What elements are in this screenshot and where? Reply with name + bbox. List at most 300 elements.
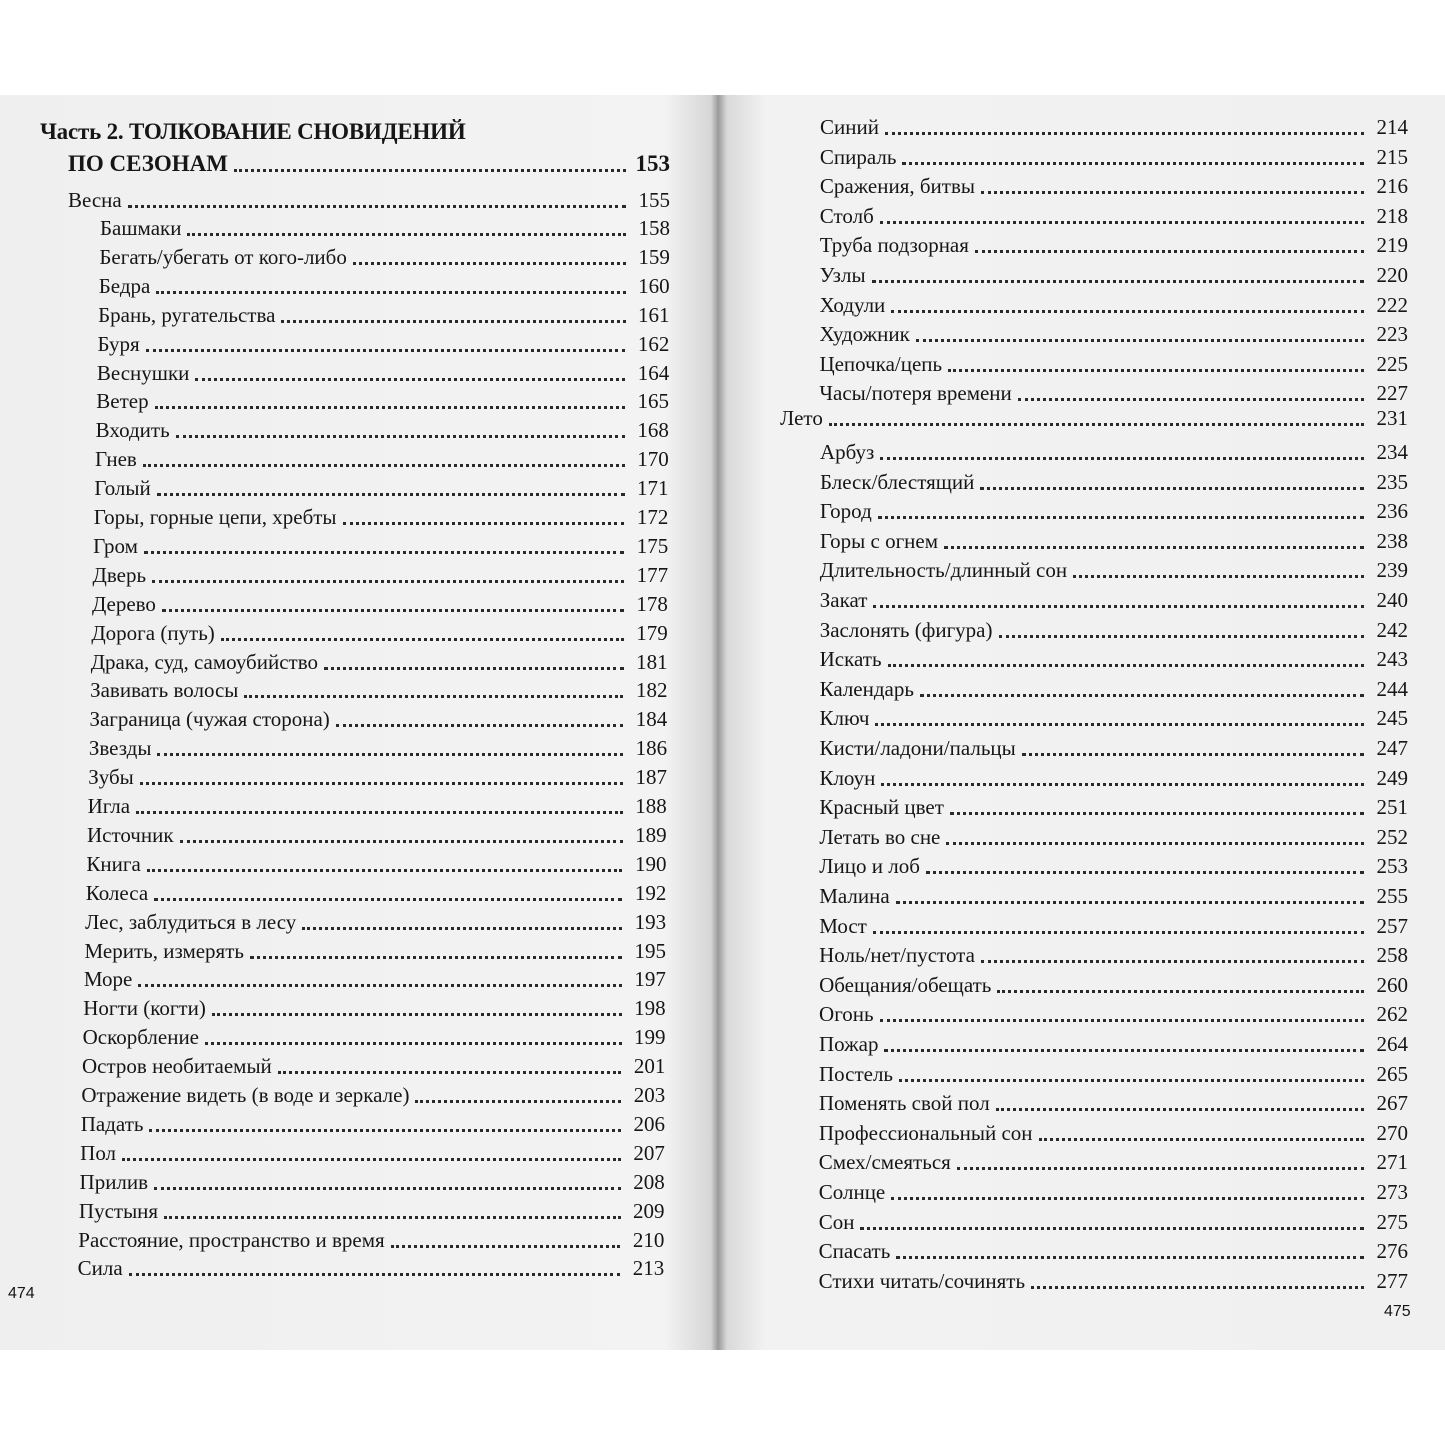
- dot-leader: [881, 783, 1364, 786]
- dot-leader: [891, 1197, 1364, 1200]
- toc-page-number: 265: [1376, 1061, 1408, 1086]
- dot-leader: [336, 724, 623, 727]
- toc-row: [820, 140, 1408, 170]
- dot-leader: [164, 1216, 620, 1219]
- toc-label: Лицо и лоб: [819, 854, 920, 879]
- toc-row: [90, 673, 667, 703]
- toc-row: [96, 413, 669, 443]
- dot-leader: [155, 406, 625, 409]
- toc-label: Игла: [87, 794, 131, 818]
- toc-page-number: 161: [638, 302, 670, 327]
- toc-row: [819, 1175, 1408, 1205]
- toc-page-number: 162: [637, 331, 670, 356]
- dot-leader: [147, 869, 623, 872]
- toc-label: Голый: [94, 476, 151, 501]
- dot-leader: [149, 1129, 621, 1132]
- toc-row: [820, 199, 1408, 229]
- dot-leader: [957, 1167, 1364, 1170]
- dot-leader: [980, 487, 1364, 490]
- toc-label: Поменять свой пол: [818, 1091, 990, 1116]
- toc-page-number: 245: [1376, 706, 1408, 731]
- toc-label: Брань, ругательства: [98, 302, 276, 327]
- toc-page-number: 172: [636, 505, 669, 529]
- dot-leader: [129, 1273, 621, 1276]
- toc-page-number: 158: [638, 216, 670, 240]
- toc-label: Огонь: [819, 1002, 874, 1027]
- toc-row: [819, 790, 1408, 820]
- dot-leader: [885, 132, 1364, 135]
- dot-leader: [143, 464, 625, 467]
- toc-page-number: 231: [1376, 406, 1408, 430]
- toc-page-number: 179: [636, 620, 668, 645]
- dot-leader: [920, 694, 1364, 697]
- toc-row: [92, 587, 668, 617]
- toc-label: Художник: [819, 322, 910, 347]
- toc-row: [86, 847, 666, 877]
- dot-leader: [1022, 753, 1364, 756]
- toc-label: Узлы: [819, 263, 866, 287]
- toc-label: Блеск/блестящий: [819, 469, 975, 494]
- toc-row: [820, 465, 1408, 495]
- toc-page-number: 181: [636, 649, 668, 674]
- dot-leader: [156, 291, 625, 294]
- toc-page-number: 210: [632, 1227, 665, 1252]
- toc-row: [819, 849, 1408, 879]
- toc-label: Бедра: [98, 273, 151, 298]
- toc-label: Малина: [819, 884, 890, 908]
- toc-page-number: 207: [633, 1140, 665, 1165]
- toc-label: Бегать/убегать от кого-либо: [99, 244, 347, 269]
- toc-row: [85, 934, 667, 964]
- toc-page-number: 255: [1376, 884, 1408, 908]
- dot-leader: [872, 280, 1364, 283]
- dot-leader: [144, 551, 624, 554]
- toc-page-number: 262: [1376, 1002, 1408, 1027]
- toc-page-number: 277: [1376, 1268, 1408, 1293]
- dot-leader: [896, 1256, 1364, 1259]
- toc-row: [94, 500, 669, 530]
- toc-page-number: 192: [634, 880, 667, 905]
- dot-leader: [157, 493, 625, 496]
- toc-label: Сражения, битвы: [819, 174, 976, 199]
- toc-label: Мерить, измерять: [84, 938, 244, 963]
- dot-leader: [281, 320, 625, 323]
- toc-page-number: 222: [1376, 292, 1408, 317]
- toc-label: Башмаки: [100, 216, 182, 240]
- toc-page-number: 249: [1376, 765, 1408, 790]
- dot-leader: [829, 423, 1364, 426]
- toc-label: Драка, суд, самоубийство: [90, 649, 318, 674]
- toc-label: Закат: [819, 588, 868, 612]
- toc-page-number: 203: [633, 1083, 666, 1107]
- toc-row: [80, 1136, 665, 1166]
- dot-leader: [187, 233, 626, 236]
- toc-row: [819, 1145, 1408, 1175]
- dot-leader: [122, 1158, 621, 1161]
- toc-label: Ветер: [96, 389, 149, 414]
- toc-row: [98, 327, 670, 357]
- toc-page-number: 235: [1376, 469, 1408, 494]
- toc-page-number: 209: [633, 1198, 665, 1223]
- toc-label: Завивать волосы: [90, 678, 239, 703]
- toc-page-number: 219: [1376, 233, 1408, 258]
- toc-row: [84, 962, 666, 992]
- toc-row-part: [68, 147, 670, 177]
- toc-label: Дорога (путь): [91, 620, 215, 645]
- toc-label: Звезды: [88, 736, 152, 761]
- toc-label: Кисти/ладони/пальцы: [819, 736, 1016, 760]
- toc-row: [78, 1223, 664, 1253]
- dot-leader: [950, 812, 1364, 815]
- toc-label: Зубы: [88, 765, 134, 790]
- toc-page-number: 197: [634, 967, 666, 992]
- toc-page-number: 190: [634, 851, 667, 876]
- dot-leader: [244, 695, 623, 698]
- toc-label: Пожар: [819, 1032, 879, 1056]
- toc-page-number: 171: [637, 476, 669, 501]
- toc-label: Обещания/обещать: [819, 972, 992, 997]
- toc-label: Падать: [80, 1111, 144, 1136]
- toc-label: Оскорбление: [82, 1025, 200, 1050]
- toc-page-number: 267: [1376, 1091, 1408, 1116]
- toc-label: Лето: [780, 406, 823, 430]
- toc-page-number: 223: [1376, 322, 1408, 347]
- toc-label: Искать: [819, 647, 882, 672]
- toc-label: Остров необитаемый: [82, 1054, 272, 1079]
- dot-leader: [146, 349, 626, 352]
- toc-row: [820, 288, 1408, 318]
- toc-label: Пустыня: [78, 1198, 159, 1223]
- dot-leader: [250, 956, 622, 959]
- toc-label: Часы/потеря времени: [819, 381, 1012, 406]
- toc-page-number: 201: [633, 1054, 666, 1079]
- dot-leader: [926, 871, 1364, 874]
- right-page: [722, 95, 1445, 1350]
- toc-row: [819, 909, 1408, 939]
- toc-row: [80, 1165, 665, 1195]
- dot-leader: [278, 1071, 622, 1074]
- toc-page-number: 170: [637, 447, 669, 472]
- toc-row: [820, 228, 1408, 258]
- toc-page-number: 177: [636, 562, 669, 587]
- toc-label: Солнце: [818, 1180, 886, 1204]
- toc-label: Дверь: [92, 562, 147, 587]
- dot-leader: [180, 840, 623, 843]
- toc-label: Профессиональный сон: [818, 1120, 1033, 1145]
- toc-page-number: 195: [634, 938, 666, 963]
- toc-row: [820, 672, 1408, 702]
- toc-page-number: 193: [634, 909, 667, 934]
- toc-page-number: 244: [1376, 676, 1408, 701]
- toc-label: Входить: [95, 418, 170, 443]
- toc-row: [97, 356, 669, 386]
- toc-row: [819, 1027, 1408, 1057]
- toc-label: Заслонять (фигура): [819, 617, 993, 642]
- dot-leader: [884, 1049, 1364, 1052]
- toc-page-number: 155: [638, 188, 670, 212]
- dot-leader: [140, 782, 623, 785]
- dot-leader: [1073, 575, 1364, 578]
- toc-row: [83, 991, 665, 1021]
- toc-label: Ключ: [819, 706, 870, 731]
- toc-label: Клоун: [819, 765, 876, 790]
- toc-label: Отражение видеть (в воде и зеркале): [81, 1083, 410, 1107]
- toc-row: [93, 529, 668, 559]
- dot-leader: [880, 1019, 1364, 1022]
- toc-page-number: 215: [1376, 144, 1408, 169]
- toc-page-number: 198: [634, 996, 666, 1021]
- toc-page-number: 208: [633, 1169, 665, 1194]
- dot-leader: [234, 169, 626, 172]
- toc-row: [83, 1020, 666, 1050]
- toc-label: Расстояние, пространство и время: [78, 1227, 385, 1252]
- toc-row: [819, 1234, 1408, 1264]
- toc-row: [95, 442, 669, 472]
- toc-row: [819, 1116, 1408, 1146]
- toc-label: Книга: [86, 851, 141, 876]
- dot-leader: [996, 1108, 1364, 1111]
- toc-label: Источник: [86, 822, 174, 847]
- toc-page-number: 253: [1376, 854, 1408, 879]
- toc-page-number: 238: [1376, 528, 1408, 553]
- toc-label: Столб: [819, 203, 874, 228]
- toc-page-number: 182: [635, 678, 668, 703]
- toc-page-number: 239: [1376, 558, 1408, 583]
- toc-page-number: 242: [1376, 617, 1408, 642]
- toc-label: Горы с огнем: [819, 528, 939, 553]
- toc-row: [820, 524, 1408, 554]
- dot-leader: [343, 522, 625, 525]
- toc-page-number: 184: [635, 707, 668, 732]
- toc-row: [86, 876, 667, 906]
- toc-label: Море: [83, 967, 133, 992]
- dot-leader: [999, 635, 1364, 638]
- toc-page-number: 220: [1376, 263, 1408, 287]
- toc-label: Лес, заблудиться в лесу: [85, 909, 297, 934]
- dot-leader: [205, 1042, 621, 1045]
- dot-leader: [415, 1100, 621, 1103]
- dot-leader: [176, 435, 625, 438]
- dot-leader: [154, 898, 622, 901]
- toc-label: Горы, горные цепи, хребты: [93, 505, 337, 529]
- dot-leader: [997, 990, 1364, 993]
- toc-label: Весна: [68, 188, 122, 212]
- toc-label: Сон: [818, 1209, 855, 1234]
- toc-label: Мост: [819, 913, 867, 938]
- toc-page-number: 186: [635, 736, 668, 761]
- toc-row: [820, 731, 1409, 761]
- toc-label: Ногти (когти): [83, 996, 206, 1021]
- toc-row: [96, 384, 669, 414]
- toc-page-number: 187: [635, 765, 667, 790]
- dot-leader: [195, 378, 625, 381]
- toc-label: Заграница (чужая сторона): [89, 707, 330, 732]
- toc-page-number: 199: [634, 1025, 666, 1050]
- dot-leader: [152, 580, 624, 583]
- toc-page-number: 240: [1376, 588, 1408, 612]
- toc-page-number: 206: [633, 1111, 666, 1136]
- toc-row: [819, 1086, 1408, 1116]
- toc-row: [81, 1107, 665, 1137]
- toc-page-number: 276: [1376, 1239, 1408, 1264]
- toc-page-number: 257: [1376, 913, 1408, 938]
- toc-label: Стихи читать/сочинять: [818, 1268, 1026, 1293]
- toc-label: Цепочка/цепь: [819, 351, 943, 376]
- dot-leader: [896, 901, 1364, 904]
- dot-leader: [944, 546, 1364, 549]
- toc-row: [88, 789, 667, 819]
- dot-leader: [138, 984, 621, 987]
- dot-leader: [391, 1245, 621, 1248]
- toc-label: Пол: [80, 1140, 117, 1165]
- toc-row: [820, 553, 1408, 583]
- dot-leader: [860, 1227, 1364, 1230]
- toc-page-number: 214: [1376, 115, 1408, 139]
- toc-row: [820, 613, 1408, 643]
- dot-leader: [221, 638, 624, 641]
- dot-leader: [1031, 1286, 1364, 1289]
- toc-page-number: 260: [1376, 972, 1408, 997]
- toc-row: [99, 240, 669, 270]
- toc-page-number: 159: [638, 244, 670, 269]
- toc-label: Колеса: [85, 880, 149, 905]
- toc-page-number: 271: [1376, 1150, 1408, 1175]
- toc-row: [820, 494, 1408, 524]
- dot-leader: [948, 369, 1364, 372]
- dot-leader: [878, 516, 1364, 519]
- dot-leader: [880, 457, 1364, 460]
- toc-row: [87, 818, 667, 848]
- toc-label: Календарь: [819, 676, 914, 701]
- book-spread: [0, 95, 1445, 1350]
- dot-leader: [902, 162, 1364, 165]
- toc-row: [99, 269, 670, 299]
- toc-label: Ноль/нет/пустота: [819, 943, 975, 968]
- toc-row: [819, 938, 1408, 968]
- toc-page-number: 178: [636, 591, 668, 616]
- toc-row: [89, 702, 667, 732]
- toc-page-number: 275: [1376, 1209, 1408, 1234]
- toc-row-section: [68, 183, 670, 213]
- toc-row: [82, 1049, 665, 1079]
- toc-page-number: 243: [1376, 647, 1408, 672]
- dot-leader: [946, 842, 1364, 845]
- toc-label: Гром: [93, 533, 138, 558]
- toc-label: Арбуз: [820, 440, 875, 464]
- toc-page-number: 175: [636, 533, 669, 558]
- toc-label: Спасать: [818, 1239, 891, 1264]
- toc-row: [85, 905, 666, 935]
- page-folio-left: 474: [8, 1285, 35, 1302]
- page-folio-right: 475: [1384, 1303, 1411, 1320]
- toc-label: Сила: [77, 1256, 123, 1281]
- toc-label: Буря: [97, 331, 140, 356]
- toc-page-number: 234: [1376, 440, 1408, 464]
- toc-label: Синий: [820, 115, 879, 139]
- toc-label: Город: [819, 499, 872, 524]
- toc-row: [820, 701, 1408, 731]
- toc-row: [820, 317, 1408, 347]
- toc-row: [820, 583, 1408, 613]
- toc-row: [819, 968, 1408, 998]
- toc-page-number: 252: [1376, 824, 1408, 849]
- toc-page-number: 213: [632, 1256, 665, 1281]
- toc-label: Труба подзорная: [819, 233, 969, 258]
- toc-page-number: 153: [635, 151, 670, 176]
- toc-row: [820, 258, 1408, 288]
- toc-row-section: [780, 401, 1408, 431]
- toc-page-number: 216: [1376, 174, 1408, 199]
- dot-leader: [880, 221, 1364, 224]
- toc-label: Ходули: [819, 292, 886, 317]
- toc-page-number: 225: [1376, 351, 1408, 376]
- toc-label: Длительность/длинный сон: [819, 558, 1068, 583]
- toc-row: [820, 169, 1408, 199]
- dot-leader: [324, 667, 624, 670]
- toc-row: [820, 435, 1408, 465]
- left-page: [0, 95, 720, 1350]
- dot-leader: [136, 811, 623, 814]
- toc-row: [819, 1057, 1408, 1087]
- toc-row: [79, 1194, 665, 1224]
- toc-page-number: 247: [1376, 736, 1408, 760]
- toc-page-number: 189: [635, 822, 667, 847]
- toc-page-number: 236: [1376, 499, 1408, 524]
- dot-leader: [302, 927, 622, 930]
- toc-row: [100, 211, 670, 241]
- toc-row: [88, 760, 667, 790]
- toc-page-number: 188: [635, 794, 667, 818]
- toc-page-number: 160: [638, 273, 670, 298]
- toc-page-number: 264: [1376, 1032, 1408, 1056]
- toc-row: [820, 110, 1408, 140]
- toc-row: [819, 1205, 1408, 1235]
- part-heading: Часть 2. ТОЛКОВАНИЕ СНОВИДЕНИЙ: [40, 119, 466, 144]
- dot-leader: [875, 723, 1364, 726]
- toc-page-number: 164: [637, 360, 670, 385]
- toc-row: [819, 347, 1408, 377]
- toc-page-number: 218: [1376, 203, 1408, 228]
- toc-page-number: 165: [637, 389, 670, 414]
- dot-leader: [873, 931, 1364, 934]
- dot-leader: [981, 960, 1364, 963]
- dot-leader: [353, 262, 626, 265]
- toc-page-number: 227: [1376, 381, 1408, 406]
- dot-leader: [157, 753, 623, 756]
- toc-row: [820, 642, 1408, 672]
- toc-page-number: 258: [1376, 943, 1408, 968]
- dot-leader: [212, 1013, 622, 1016]
- dot-leader: [916, 339, 1364, 342]
- dot-leader: [1039, 1138, 1364, 1141]
- toc-label: Гнев: [95, 447, 137, 472]
- dot-leader: [899, 1079, 1364, 1082]
- toc-page-number: 168: [637, 418, 669, 443]
- toc-row: [98, 298, 669, 328]
- toc-label: Смех/смеяться: [818, 1150, 951, 1175]
- toc-label: Дерево: [91, 591, 156, 616]
- dot-leader: [981, 191, 1364, 194]
- dot-leader: [128, 205, 626, 208]
- toc-page-number: 270: [1376, 1120, 1408, 1145]
- toc-row: [819, 879, 1408, 909]
- toc-row: [94, 471, 668, 501]
- toc-row: [93, 558, 669, 588]
- dot-leader: [891, 310, 1364, 313]
- toc-row: [91, 616, 667, 646]
- toc-row: [819, 820, 1408, 850]
- toc-label: Красный цвет: [819, 795, 944, 820]
